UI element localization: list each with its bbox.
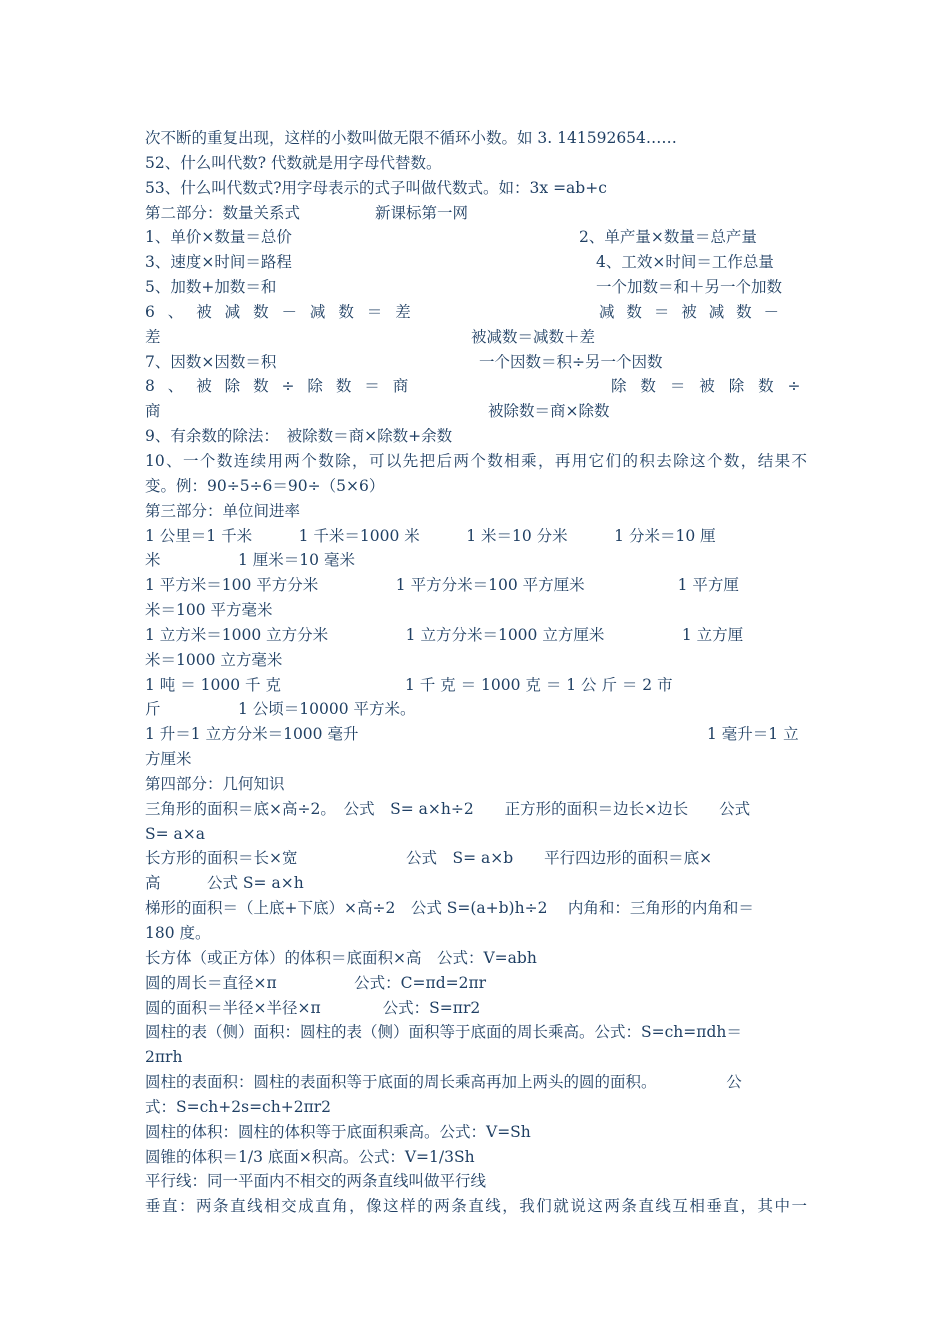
text-line: 长方体（或正方体）的体积＝底面积×高 公式：V=abh <box>145 948 537 967</box>
text-line: 1 公里＝1 千米 1 千米＝1000 米 1 米＝10 分米 1 分米＝10 厘 <box>145 526 716 545</box>
text-line: 2πrh <box>145 1048 183 1067</box>
text-line <box>145 325 807 350</box>
text-line: 圆锥的体积＝1/3 底面×积高。公式：V=1/3Sh <box>145 1147 475 1166</box>
text-line: 高 公式 S= a×h <box>145 874 304 893</box>
text-line: 米＝1000 立方毫米 <box>145 650 283 669</box>
col-right: 减 数 ＝ 被 减 数 － <box>599 302 780 321</box>
col-right: 一个因数＝积÷另一个因数 <box>479 352 663 371</box>
text-line: 长方形的面积＝长×宽 公式 S= a×b 平行四边形的面积＝底× <box>145 849 713 868</box>
col-right: 2、单产量×数量＝总产量 <box>579 228 757 247</box>
text-line: 圆的面积＝半径×半径×π 公式：S=πr2 <box>145 998 481 1017</box>
col-left: 6 、 被 减 数 － 减 数 ＝ 差 <box>145 302 411 321</box>
text-line: 圆的周长＝直径×π 公式：C=πd=2πr <box>145 973 487 992</box>
text-line <box>145 300 807 325</box>
text-line: 圆柱的表（侧）面积：圆柱的表（侧）面积等于底面的周长乘高。公式：S=ch=πdh＝ <box>145 1023 742 1042</box>
col-right: 1 毫升＝1 立 <box>707 725 799 744</box>
text-line: 9、有余数的除法： 被除数＝商×除数+余数 <box>145 427 453 446</box>
text-line <box>145 275 807 300</box>
text-line: 式：S=ch+2s=ch+2πr2 <box>145 1097 332 1116</box>
text-line: 次不断的重复出现，这样的小数叫做无限不循环小数。如 3. 141592654…… <box>145 129 677 147</box>
text-line <box>145 399 807 424</box>
text-line: 斤 1 公顷＝10000 平方米。 <box>145 700 416 719</box>
text-line: 53、什么叫代数式?用字母表示的式子叫做代数式。如：3x =ab+c <box>145 178 607 197</box>
section-heading <box>145 201 807 226</box>
col-right: 一个加数＝和＋另一个加数 <box>596 278 783 297</box>
text-line: 米＝100 平方毫米 <box>145 601 273 620</box>
text-line: 方厘米 <box>145 750 192 769</box>
col-right: 被减数＝减数＋差 <box>471 327 596 346</box>
col-left: 8 、 被 除 数 ÷ 除 数 ＝ 商 <box>145 377 409 396</box>
text-line: 梯形的面积＝（上底+下底）×高÷2 公式 S=(a+b)h÷2 内角和：三角形的内角和＝ <box>145 899 754 918</box>
text-line: 圆柱的体积：圆柱的体积等于底面积乘高。公式：V=Sh <box>145 1122 531 1141</box>
col-left: 3、速度×时间＝路程 <box>145 253 292 272</box>
text-line: 1 平方米＝100 平方分米 1 平方分米＝100 平方厘米 1 平方厘 <box>145 576 739 595</box>
text-line: 平行线：同一平面内不相交的两条直线叫做平行线 <box>145 1172 487 1191</box>
text-line <box>145 350 807 375</box>
text-line <box>145 722 807 747</box>
col-left: 1 升＝1 立方分米＝1000 毫升 <box>145 725 359 744</box>
text-line: 垂直：两条直线相交成直角，像这样的两条直线，我们就说这两条直线互相垂直，其中一 <box>145 1197 807 1216</box>
section-heading: 第四部分：几何知识 <box>145 774 285 793</box>
section-heading: 第三部分：单位间进率 <box>145 501 301 520</box>
text-line: 52、什么叫代数? 代数就是用字母代替数。 <box>145 153 442 172</box>
text-line: 1 吨 ＝ 1000 千 克 1 千 克 ＝ 1000 克 ＝ 1 公 斤 ＝ 2 市 <box>145 675 673 694</box>
col-right: 4、工效×时间＝工作总量 <box>596 253 774 272</box>
text-line <box>145 225 807 250</box>
col-left: 5、加数+加数＝和 <box>145 278 277 297</box>
col-left: 商 <box>145 402 161 421</box>
col-right: 被除数＝商×除数 <box>488 402 610 421</box>
col-left: 1、单价×数量＝总价 <box>145 228 292 247</box>
col-left: 7、因数×因数＝积 <box>145 352 277 371</box>
text-line: 圆柱的表面积：圆柱的表面积等于底面的周长乘高再加上两头的圆的面积。 公 <box>145 1073 742 1092</box>
text-line: 1 立方米＝1000 立方分米 1 立方分米＝1000 立方厘米 1 立方厘 <box>145 625 744 644</box>
text-line: 10、一个数连续用两个数除，可以先把后两个数相乘，再用它们的积去除这个数，结果不 <box>145 451 807 470</box>
col-left: 差 <box>145 327 161 346</box>
text-line: 变。例：90÷5÷6＝90÷（5×6） <box>145 476 385 495</box>
text-line: 米 1 厘米＝10 毫米 <box>145 551 355 570</box>
watermark-text: 新课标第一网 <box>375 203 469 222</box>
text-line: S= a×a <box>145 824 206 843</box>
section-title: 第二部分：数量关系式 <box>145 203 301 222</box>
text-line: 三角形的面积＝底×高÷2。 公式 S= a×h÷2 正方形的面积＝边长×边长 公式 <box>145 799 751 818</box>
text-line <box>145 250 807 275</box>
text-line <box>145 374 807 399</box>
document-body <box>145 126 807 1219</box>
col-right: 除 数 ＝ 被 除 数 ÷ <box>611 377 801 396</box>
text-line: 180 度。 <box>145 924 211 942</box>
